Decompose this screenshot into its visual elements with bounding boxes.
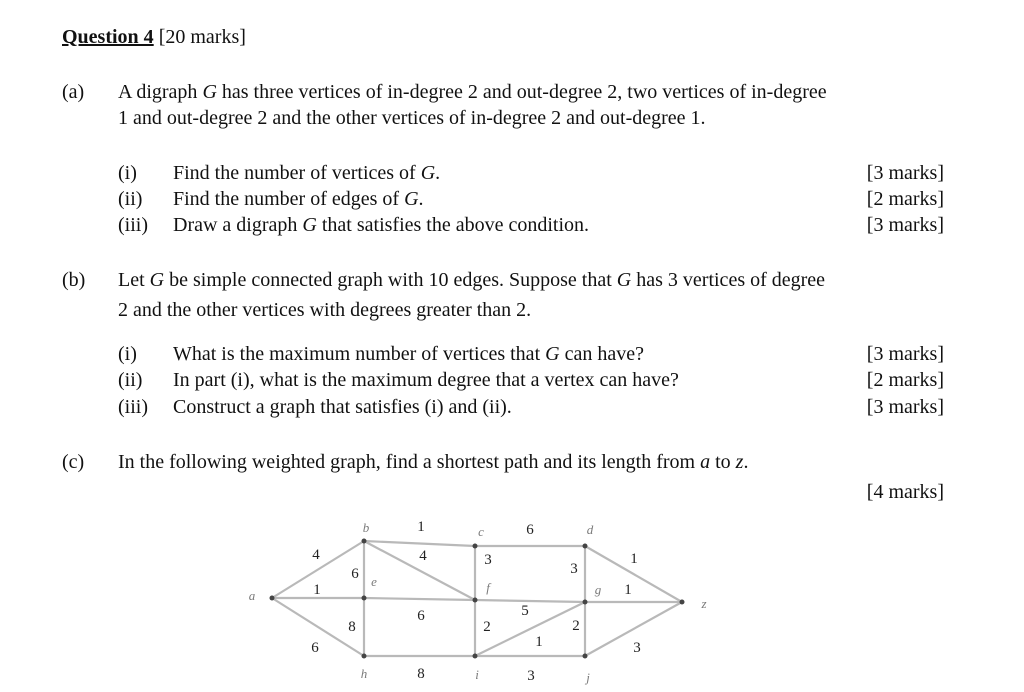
item-text: that satisfies the above condition. [316, 214, 590, 236]
edge-weight-b-f: 4 [419, 548, 427, 564]
vertex-j [583, 654, 588, 659]
item-text: What is the maximum number of vertices that [173, 343, 546, 365]
part-b-intro-var: G [616, 269, 632, 291]
vertex-label-d: d [586, 522, 594, 537]
part-c-text-segment: In the following weighted graph, find a shortest path and its length from [118, 451, 701, 473]
part-b-item-text: In part (i), what is the maximum degree that a vertex can have? [173, 369, 679, 391]
vertex-label-f: f [486, 580, 490, 595]
vertex-b [362, 539, 367, 544]
part-b-item-marks: [2 marks] [866, 369, 944, 391]
edge-weight-b-e: 6 [351, 566, 359, 582]
vertex-d [583, 544, 588, 549]
part-a-item-num: (ii) [118, 188, 143, 210]
vertex-label-z: z [701, 596, 707, 611]
part-c-text-segment: to [710, 451, 736, 473]
part-a-intro-line-2: 1 and out-degree 2 and the other vertices of in-degree 2 and out-degree 1. [118, 107, 706, 129]
part-c-label: (c) [62, 451, 85, 473]
part-c-text-segment: . [743, 451, 749, 473]
edge-weight-i-j: 3 [527, 668, 535, 684]
edge-weight-j-z: 3 [633, 640, 641, 656]
part-b-intro-var: G [149, 269, 165, 291]
vertex-label-g: g [594, 582, 602, 597]
part-b-intro-line-2: 2 and the other vertices with degrees greater than 2. [118, 299, 532, 321]
part-b-intro-text: has 3 vertices of degree [631, 269, 826, 291]
edge-weight-c-f: 3 [484, 552, 492, 568]
part-c-var: z [735, 451, 744, 473]
item-text: can have? [559, 343, 644, 365]
edge-weight-e-f: 6 [417, 608, 425, 624]
edge-weight-f-g: 1 [535, 634, 543, 650]
question-marks: [20 marks] [158, 26, 246, 48]
part-a-intro-text: has three vertices of in-degree 2 and out-degree 2, two vertices of in-degree [216, 81, 827, 103]
vertex-g [583, 600, 588, 605]
edge-weight-a-h: 6 [311, 640, 319, 656]
edge-weight-b-c: 1 [417, 519, 425, 535]
part-a-intro-text: A digraph [118, 81, 203, 103]
item-var: G [545, 343, 560, 365]
part-b-item-num: (i) [118, 343, 137, 365]
edge-f-g [475, 600, 585, 602]
part-a-item-marks: [3 marks] [866, 162, 944, 184]
part-a-item-num: (iii) [118, 214, 148, 236]
edge-weight-g-j: 2 [572, 618, 580, 634]
part-b-intro-text: Let [118, 269, 150, 291]
edge-g-i [475, 602, 585, 656]
edge-e-f [364, 598, 475, 600]
item-var: G [404, 188, 419, 210]
item-text: . [435, 162, 441, 184]
vertex-f [473, 598, 478, 603]
edge-b-c [364, 541, 475, 546]
part-b-item-marks: [3 marks] [866, 396, 944, 418]
part-c-var: a [700, 451, 711, 473]
part-a-label: (a) [62, 81, 85, 103]
part-b-item-text: Construct a graph that satisfies (i) and (ii). [173, 396, 512, 418]
vertex-label-i: i [475, 667, 479, 682]
part-b-item-marks: [3 marks] [866, 343, 944, 365]
part-b-item-num: (iii) [118, 396, 148, 418]
vertex-c [473, 544, 478, 549]
edge-weight-a-b: 4 [312, 547, 320, 563]
part-a-item-marks: [2 marks] [866, 188, 944, 210]
vertex-e [362, 596, 367, 601]
vertex-label-b: b [362, 520, 370, 535]
item-var: G [302, 214, 317, 236]
item-text: Draw a digraph [173, 214, 303, 236]
vertex-h [362, 654, 367, 659]
edge-weight-d-g: 3 [570, 561, 578, 577]
vertex-label-h: h [360, 666, 368, 681]
part-a-item-marks: [3 marks] [866, 214, 944, 236]
part-b-intro-text: be simple connected graph with 10 edges. Suppose that [164, 269, 617, 291]
edge-weight-d-z: 1 [630, 551, 638, 567]
edge-weight-a-e: 1 [313, 582, 321, 598]
part-a-intro-var: G [202, 81, 217, 103]
item-text: Find the number of edges of [173, 188, 405, 210]
vertex-i [473, 654, 478, 659]
part-b-label: (b) [62, 269, 86, 291]
edge-weight-h-i: 8 [417, 666, 425, 682]
edge-weight-e-h: 8 [348, 619, 356, 635]
vertex-label-c: c [478, 524, 484, 539]
vertex-label-a: a [248, 588, 256, 603]
question-title: Question 4 [62, 26, 154, 48]
item-text: . [418, 188, 424, 210]
part-b-item-num: (ii) [118, 369, 143, 391]
edge-weight-c-d: 6 [526, 522, 534, 538]
edge-weight-f-i: 2 [483, 619, 491, 635]
vertex-z [680, 600, 685, 605]
edge-weight-g-z: 1 [624, 582, 632, 598]
vertex-label-j: j [586, 670, 590, 685]
part-c-marks: [4 marks] [866, 481, 944, 503]
edge-weight-g-i: 5 [521, 603, 529, 619]
item-var: G [420, 162, 436, 184]
vertex-a [270, 596, 275, 601]
vertex-label-e: e [371, 574, 377, 589]
part-a-item-num: (i) [118, 162, 137, 184]
item-text: Find the number of vertices of [173, 162, 421, 184]
